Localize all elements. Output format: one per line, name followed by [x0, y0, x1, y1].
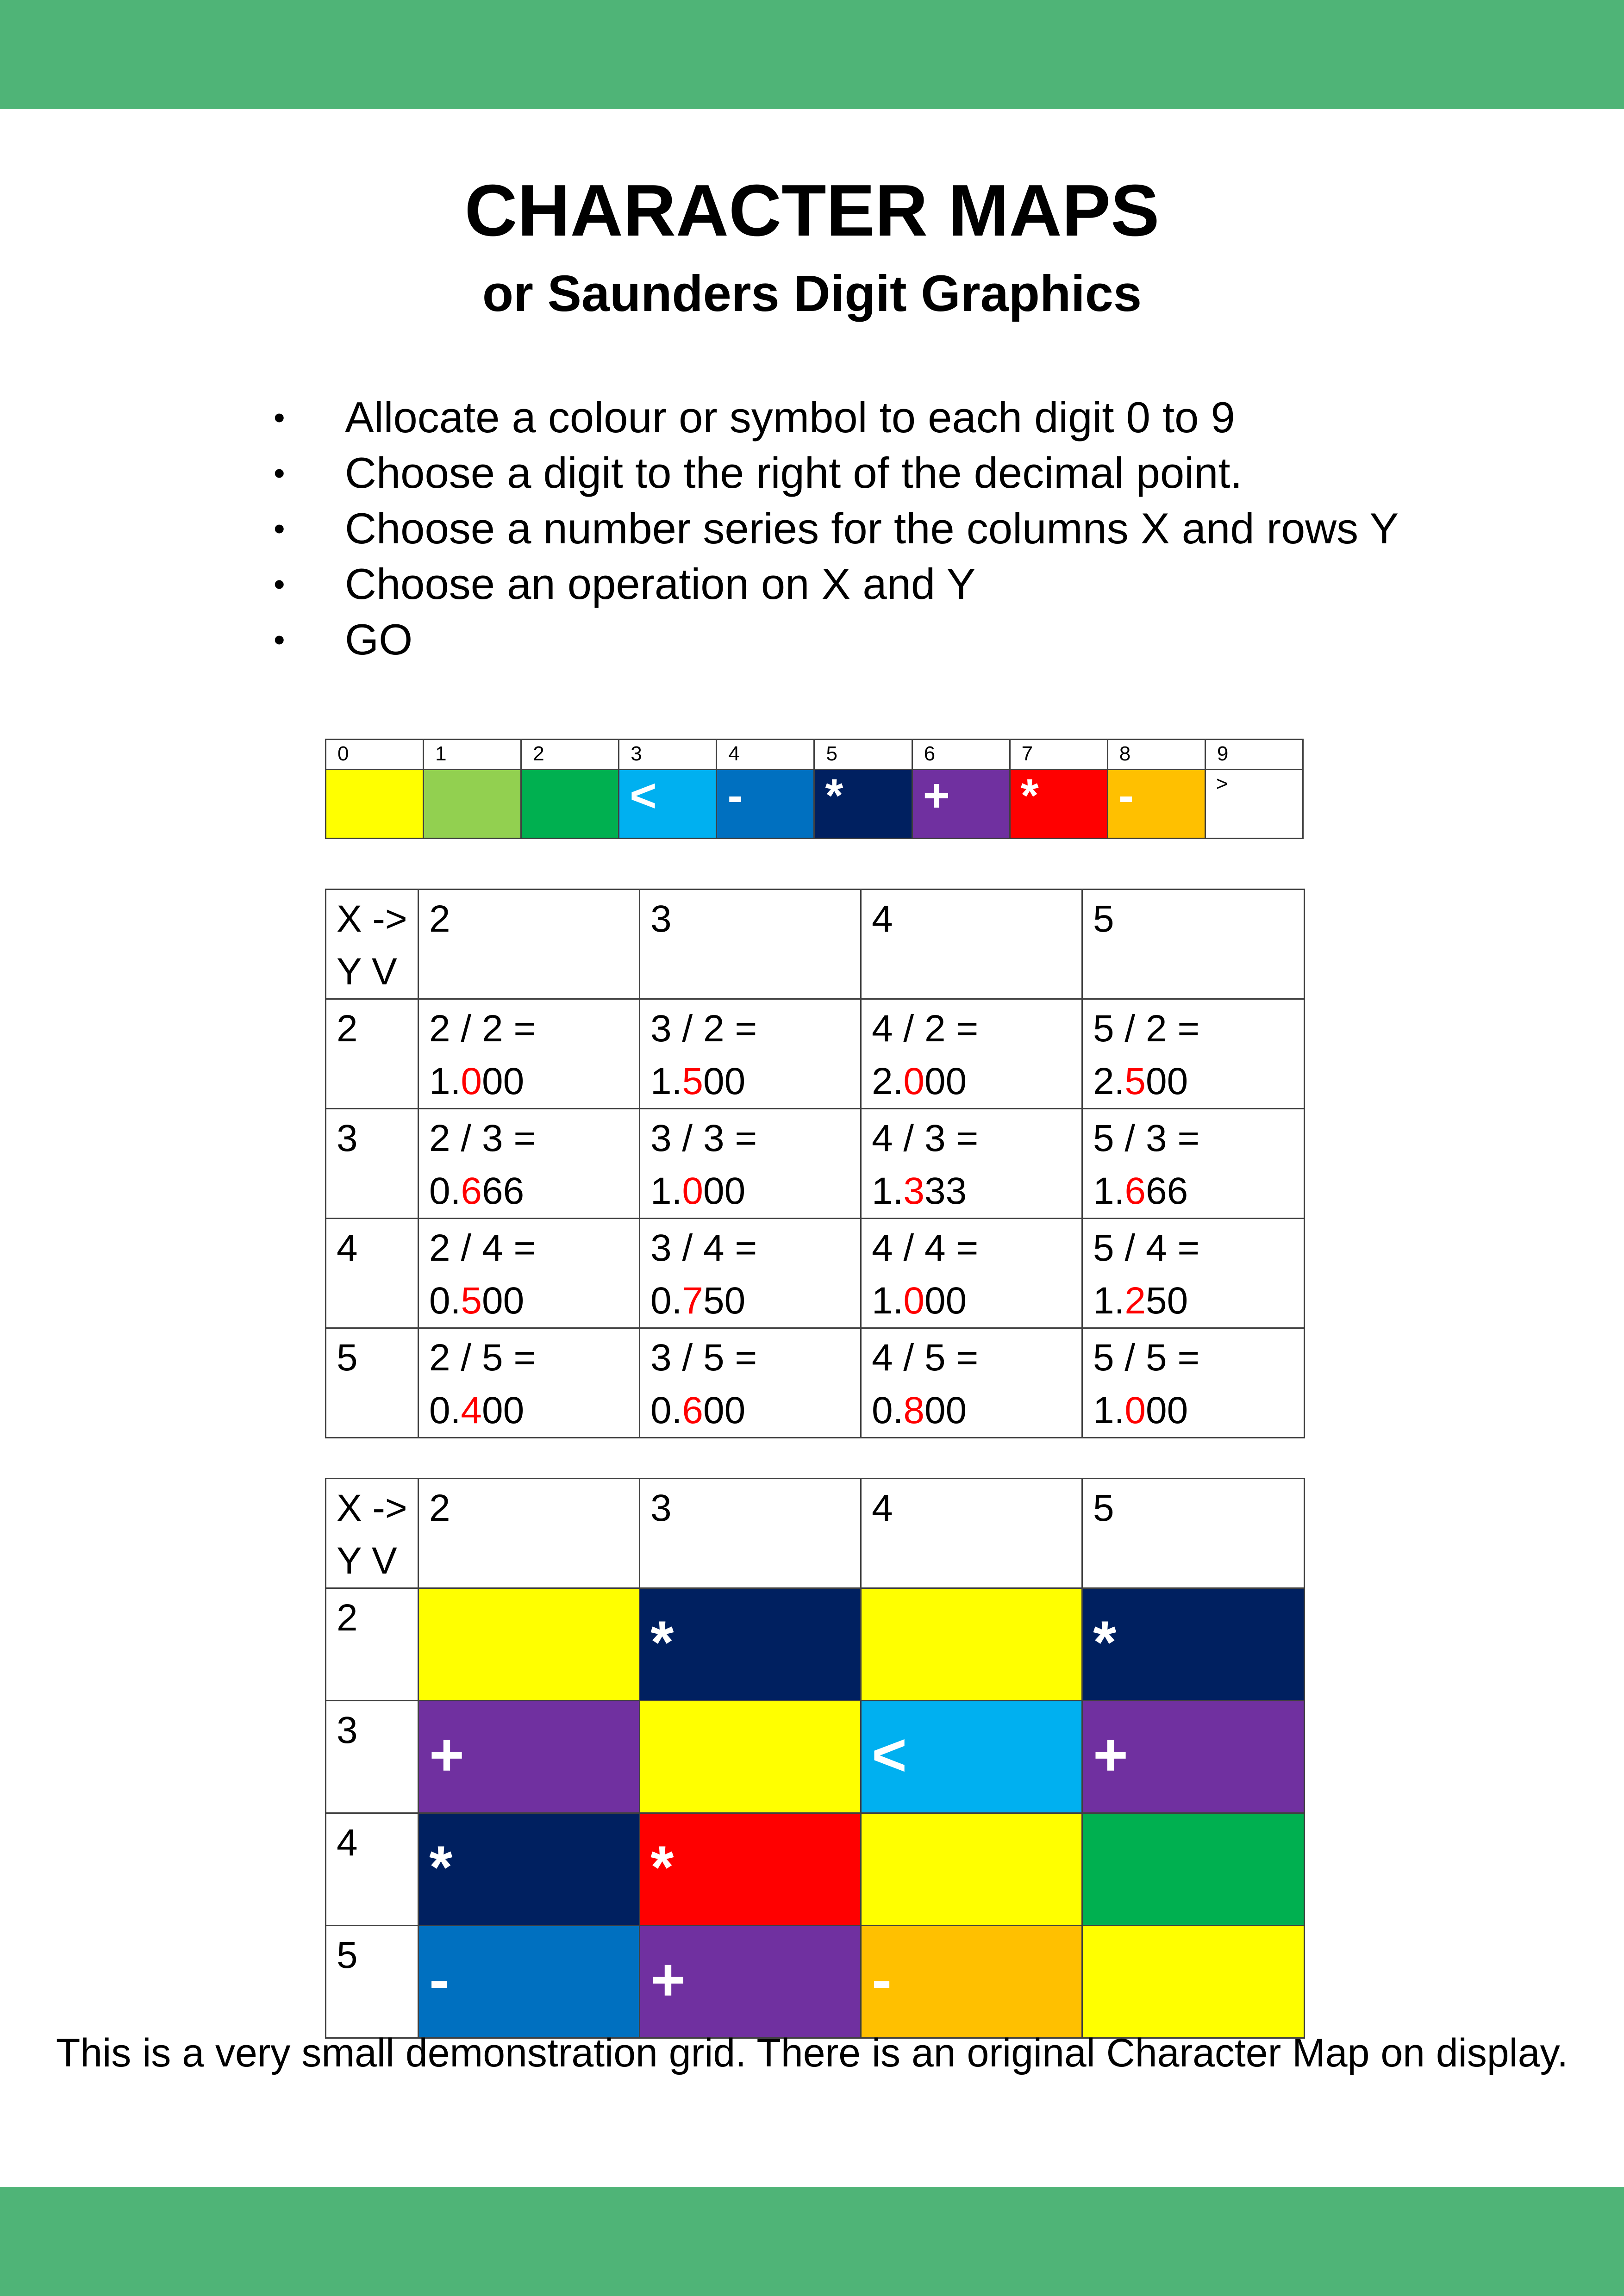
result-remaining-digits: 00: [924, 1280, 967, 1322]
legend-digit: 2: [521, 740, 619, 770]
colour-map-cell: [861, 1588, 1082, 1701]
colour-map-cell: <: [861, 1701, 1082, 1813]
bullet-icon: •: [274, 399, 285, 436]
result-integer-part: 1.: [1093, 1389, 1125, 1431]
result-integer-part: 0.: [429, 1280, 461, 1322]
division-cell: [1082, 1109, 1305, 1219]
result-remaining-digits: 00: [924, 1389, 967, 1431]
result-integer-part: 0.: [872, 1389, 904, 1431]
legend-digit: 6: [912, 740, 1010, 770]
colour-map-cell: *: [640, 1813, 861, 1926]
division-cell: [861, 1328, 1082, 1438]
result-integer-part: 1.: [650, 1060, 682, 1102]
division-cell: [640, 1328, 861, 1438]
colour-map-cell: [640, 1701, 861, 1813]
selected-digit: 8: [903, 1389, 924, 1431]
instruction-item: • Choose a number series for the columns X and rows Y: [271, 501, 1382, 556]
bullet-icon: •: [274, 510, 285, 547]
selected-digit: 3: [903, 1170, 924, 1212]
division-expression: 3 / 5 =: [650, 1337, 757, 1379]
result-integer-part: 0.: [650, 1389, 682, 1431]
colour-map-row: [326, 1813, 1305, 1926]
selected-digit: 0: [903, 1060, 924, 1102]
legend-swatch: -: [717, 770, 814, 839]
instruction-item: • Allocate a colour or symbol to each digit 0 to 9: [271, 390, 1382, 445]
axis-corner-cell: X -> Y V: [326, 1479, 418, 1588]
x-header-cell: 3: [640, 890, 861, 999]
selected-digit: 5: [682, 1060, 703, 1102]
colour-map-cell: -: [418, 1926, 640, 2038]
legend-digit: 3: [619, 740, 717, 770]
instruction-item: • Choose a digit to the right of the decimal point.: [271, 445, 1382, 501]
result-integer-part: 1.: [1093, 1280, 1125, 1322]
result-integer-part: 2.: [1093, 1060, 1125, 1102]
bottom-banner: [0, 2187, 1624, 2296]
division-cell: [640, 1219, 861, 1328]
result-remaining-digits: 50: [1146, 1280, 1188, 1322]
bullet-icon: •: [274, 622, 285, 658]
colour-map-cell: [861, 1813, 1082, 1926]
result-remaining-digits: 66: [1146, 1170, 1188, 1212]
x-header-cell: 3: [640, 1479, 861, 1588]
footer-note: This is a very small demonstration grid. There is an original Character Map on display.: [56, 2031, 1568, 2075]
y-header-cell: 3: [326, 1701, 418, 1813]
division-expression: 5 / 5 =: [1093, 1337, 1200, 1379]
instruction-item: • GO: [271, 612, 1382, 667]
division-cell: [1082, 1328, 1305, 1438]
division-cell: [1082, 999, 1305, 1109]
x-header-cell: 5: [1082, 890, 1305, 999]
division-expression: 3 / 2 =: [650, 1008, 757, 1050]
result-remaining-digits: 66: [482, 1170, 525, 1212]
colour-map-cell: *: [418, 1813, 640, 1926]
selected-digit: 6: [461, 1170, 482, 1212]
division-cell: [418, 1219, 640, 1328]
result-integer-part: 1.: [872, 1280, 904, 1322]
division-cell: [640, 999, 861, 1109]
x-header-cell: 5: [1082, 1479, 1305, 1588]
axis-corner-cell: X -> Y V: [326, 890, 418, 999]
division-header-row: [326, 890, 1305, 999]
y-header-cell: 2: [326, 999, 418, 1109]
result-remaining-digits: 00: [482, 1389, 525, 1431]
selected-digit: 6: [682, 1389, 703, 1431]
result-integer-part: 2.: [872, 1060, 904, 1102]
legend-digit: 9: [1205, 740, 1303, 770]
colour-map-row: [326, 1701, 1305, 1813]
selected-digit: 0: [461, 1060, 482, 1102]
colour-map-cell: +: [418, 1701, 640, 1813]
x-header-cell: 2: [418, 1479, 640, 1588]
legend-digit: 5: [814, 740, 912, 770]
instruction-list: [271, 390, 1399, 667]
division-row: [326, 1328, 1305, 1438]
division-cell: [861, 1109, 1082, 1219]
y-header-cell: 5: [326, 1926, 418, 2038]
result-integer-part: 1.: [872, 1170, 904, 1212]
page-subtitle: or Saunders Digit Graphics: [482, 265, 1142, 322]
result-integer-part: 1.: [429, 1060, 461, 1102]
colour-map-cell: [1082, 1813, 1305, 1926]
result-remaining-digits: 00: [482, 1060, 525, 1102]
result-integer-part: 0.: [429, 1389, 461, 1431]
division-expression: 3 / 3 =: [650, 1117, 757, 1159]
division-expression: 4 / 4 =: [872, 1227, 979, 1269]
legend-swatch: [424, 770, 521, 839]
result-integer-part: 1.: [650, 1170, 682, 1212]
colour-map-cell: [418, 1588, 640, 1701]
division-expression: 2 / 5 =: [429, 1337, 536, 1379]
legend-swatch: *: [1010, 770, 1107, 839]
x-header-cell: 2: [418, 890, 640, 999]
division-cell: [861, 1219, 1082, 1328]
division-cell: [640, 1109, 861, 1219]
division-table: [325, 889, 1305, 1438]
legend-digit: 4: [717, 740, 814, 770]
selected-digit: 4: [461, 1389, 482, 1431]
y-header-cell: 3: [326, 1109, 418, 1219]
selected-digit: 0: [682, 1170, 703, 1212]
division-row: [326, 999, 1305, 1109]
division-expression: 4 / 2 =: [872, 1008, 979, 1050]
x-header-cell: 4: [861, 890, 1082, 999]
result-remaining-digits: 00: [482, 1280, 525, 1322]
division-row: [326, 1109, 1305, 1219]
division-expression: 4 / 3 =: [872, 1117, 979, 1159]
legend-swatch: +: [912, 770, 1010, 839]
colour-map-cell: +: [640, 1926, 861, 2038]
result-remaining-digits: 00: [703, 1170, 746, 1212]
division-expression: 5 / 4 =: [1093, 1227, 1200, 1269]
selected-digit: 6: [1124, 1170, 1146, 1212]
division-expression: 4 / 5 =: [872, 1337, 979, 1379]
selected-digit: 0: [903, 1280, 924, 1322]
colour-map-row: [326, 1588, 1305, 1701]
result-integer-part: 0.: [650, 1280, 682, 1322]
legend-digit-row: [326, 740, 1303, 770]
x-header-cell: 4: [861, 1479, 1082, 1588]
division-expression: 3 / 4 =: [650, 1227, 757, 1269]
selected-digit: 2: [1124, 1280, 1146, 1322]
legend-swatch: >: [1205, 770, 1303, 839]
colour-map-cell: -: [861, 1926, 1082, 2038]
legend-digit: 1: [424, 740, 521, 770]
division-cell: [861, 999, 1082, 1109]
division-expression: 2 / 4 =: [429, 1227, 536, 1269]
legend-swatch: [521, 770, 619, 839]
legend-digit: 8: [1107, 740, 1205, 770]
instruction-item: • Choose an operation on X and Y: [271, 556, 1382, 612]
result-remaining-digits: 50: [703, 1280, 746, 1322]
colour-map-cell: +: [1082, 1701, 1305, 1813]
y-header-cell: 4: [326, 1813, 418, 1926]
division-cell: [1082, 1219, 1305, 1328]
result-remaining-digits: 00: [703, 1060, 746, 1102]
bullet-icon: •: [274, 455, 285, 491]
y-header-cell: 4: [326, 1219, 418, 1328]
selected-digit: 0: [1124, 1389, 1146, 1431]
division-expression: 5 / 2 =: [1093, 1008, 1200, 1050]
selected-digit: 7: [682, 1280, 703, 1322]
digit-legend-table: [325, 739, 1304, 839]
result-integer-part: 1.: [1093, 1170, 1125, 1212]
result-remaining-digits: 00: [1146, 1060, 1188, 1102]
division-cell: [418, 1109, 640, 1219]
result-remaining-digits: 00: [924, 1060, 967, 1102]
legend-swatch: <: [619, 770, 717, 839]
division-cell: [418, 1328, 640, 1438]
division-row: [326, 1219, 1305, 1328]
y-header-cell: 5: [326, 1328, 418, 1438]
colour-map-cell: *: [1082, 1588, 1305, 1701]
selected-digit: 5: [1124, 1060, 1146, 1102]
division-expression: 2 / 3 =: [429, 1117, 536, 1159]
division-expression: 2 / 2 =: [429, 1008, 536, 1050]
colour-map-header-row: [326, 1479, 1305, 1588]
division-cell: [418, 999, 640, 1109]
colour-map-cell: *: [640, 1588, 861, 1701]
selected-digit: 5: [461, 1280, 482, 1322]
page-title: CHARACTER MAPS: [464, 170, 1160, 251]
result-remaining-digits: 00: [1146, 1389, 1188, 1431]
colour-map-row: [326, 1926, 1305, 2038]
colour-map-table: [325, 1478, 1305, 2039]
colour-map-cell: [1082, 1926, 1305, 2038]
result-remaining-digits: 33: [924, 1170, 967, 1212]
legend-digit: 0: [326, 740, 424, 770]
legend-swatch: [326, 770, 424, 839]
top-banner: [0, 0, 1624, 109]
legend-swatch: -: [1107, 770, 1205, 839]
bullet-icon: •: [274, 566, 285, 602]
result-integer-part: 0.: [429, 1170, 461, 1212]
result-remaining-digits: 00: [703, 1389, 746, 1431]
legend-digit: 7: [1010, 740, 1107, 770]
y-header-cell: 2: [326, 1588, 418, 1701]
legend-swatch: *: [814, 770, 912, 839]
legend-swatch-row: [326, 770, 1303, 839]
division-expression: 5 / 3 =: [1093, 1117, 1200, 1159]
